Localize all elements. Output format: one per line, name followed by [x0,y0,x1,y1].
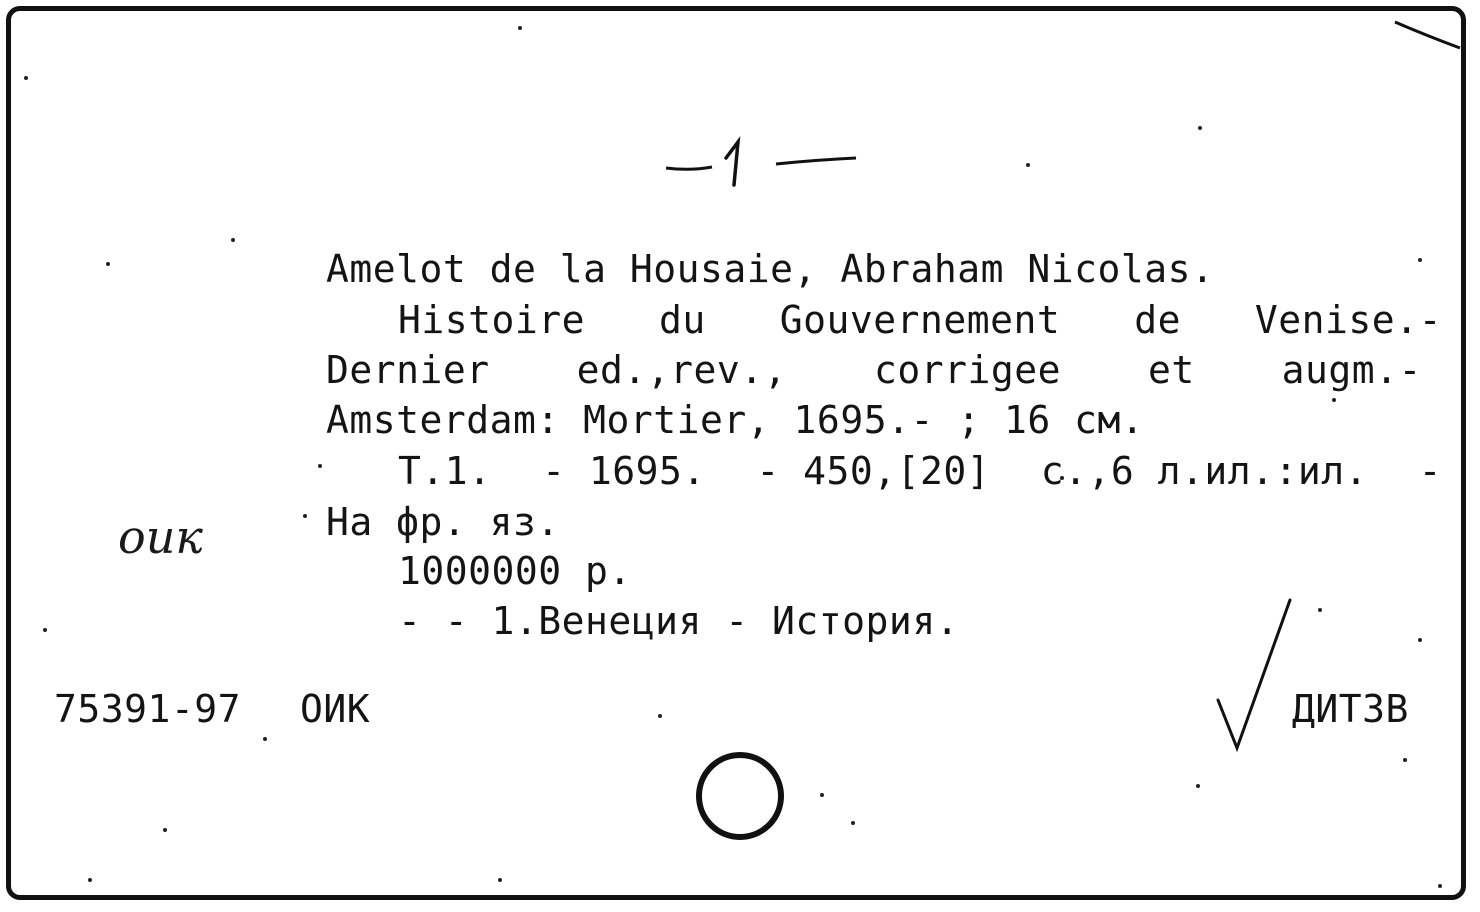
volume-part: - [1418,449,1442,493]
edition-word: corrigee [873,348,1061,392]
department-left: ОИК [300,687,371,731]
corner-pen-stroke [1395,22,1460,48]
title-word: Gouvernement [779,298,1061,342]
check-mark-label [1230,700,1231,701]
subject-headings: - - 1.Венеция - История. [398,599,960,643]
imprint: Amsterdam: Mortier, 1695.- ; 16 см. [326,398,1145,442]
author-heading: Amelot de la Housaie, Abraham Nicolas. [326,247,1215,291]
volume-part: - 450,[20] [756,449,991,493]
edition-word: et [1147,348,1195,392]
title-word: du [658,298,706,342]
accession-number: 75391-97 [54,687,242,731]
punch-hole-icon [699,755,781,837]
edition-word: augm.- [1281,348,1422,392]
title-word: Histoire [398,298,586,342]
edition-line [326,348,1422,392]
volume-part: Т.1. [398,449,492,493]
page-mark-right-dash [776,158,856,164]
title-line [398,298,1442,342]
page-mark-left-dash [666,167,712,169]
page-mark-numeral-stroke [726,142,738,185]
check-mark-icon [1218,600,1290,748]
volume-part: с.,6 л.ил.:ил. [1040,449,1368,493]
page-mark [716,130,717,131]
edition-word: ed.,rev., [576,348,788,392]
punch-hole-label [735,790,736,791]
price: 1000000 р. [398,549,632,593]
volume-part: - 1695. [542,449,706,493]
handwritten-note: оик [118,510,203,564]
title-word: de [1134,298,1181,342]
edition-word: Dernier [326,348,490,392]
title-word: Venise.- [1254,298,1442,342]
language-note: На фр. яз. [326,500,560,544]
department-right: ДИТЗВ [1292,687,1409,731]
volume-line [398,449,1442,493]
